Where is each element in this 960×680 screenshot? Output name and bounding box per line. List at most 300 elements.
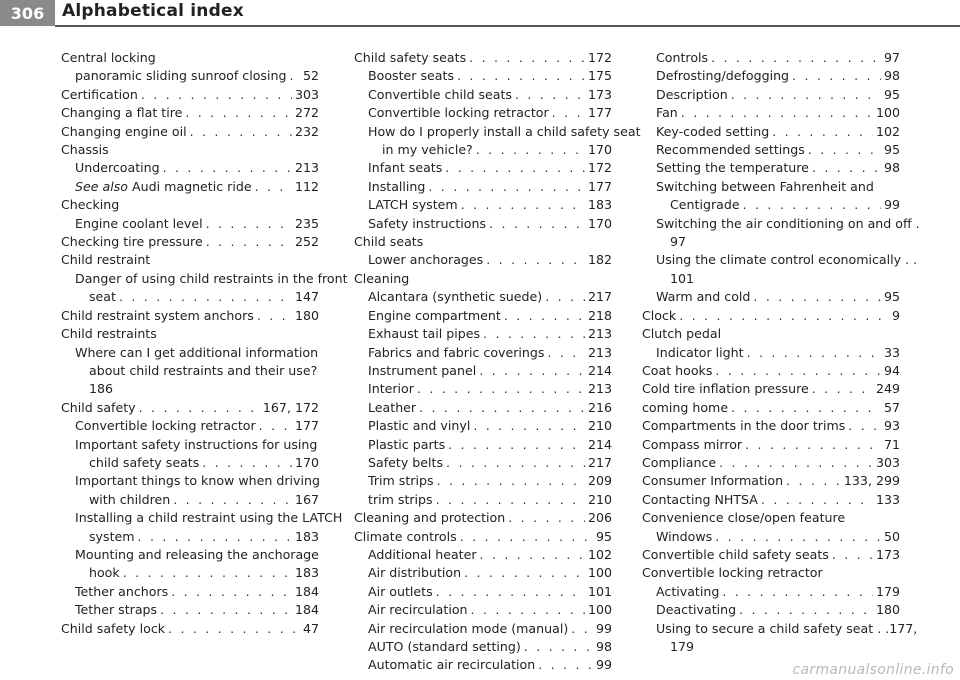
index-subentry bbox=[642, 86, 900, 104]
index-term: Safety belts bbox=[368, 454, 444, 470]
index-term: AUTO (standard setting) bbox=[368, 639, 521, 654]
index-entry bbox=[61, 104, 319, 122]
leader-dots bbox=[139, 399, 260, 417]
index-term: coming home bbox=[642, 399, 729, 415]
index-subentry bbox=[354, 454, 612, 472]
index-column-2 bbox=[354, 49, 641, 675]
leader-dots bbox=[722, 583, 873, 601]
page-reference: 98 bbox=[883, 160, 900, 176]
leader-dots bbox=[437, 472, 585, 490]
index-term: How do I properly install a child safety seat bbox=[368, 123, 641, 139]
page-reference: 303 bbox=[875, 454, 900, 470]
index-subentry bbox=[354, 123, 641, 160]
index-subentry bbox=[354, 104, 612, 122]
index-subentry bbox=[354, 86, 612, 104]
header-rule bbox=[55, 25, 960, 27]
page-reference: 179 bbox=[875, 583, 900, 599]
page-reference: 50 bbox=[883, 528, 900, 544]
index-term: Switching the air conditioning on and off . bbox=[656, 215, 920, 231]
index-term: Air recirculation bbox=[368, 602, 468, 618]
index-subentry bbox=[642, 104, 900, 122]
index-column-1 bbox=[61, 49, 348, 638]
leader-dots bbox=[448, 436, 585, 454]
leader-dots bbox=[753, 288, 881, 306]
index-term: Installing bbox=[368, 178, 426, 194]
index-term: Danger of using child restraints in the front bbox=[75, 270, 348, 286]
index-term: Important safety instructions for using bbox=[75, 436, 318, 452]
index-entry bbox=[354, 49, 612, 67]
index-term: Checking tire pressure bbox=[61, 234, 203, 250]
leader-dots bbox=[747, 344, 881, 362]
index-subentry bbox=[354, 491, 612, 509]
index-term: Consumer Information bbox=[642, 473, 784, 489]
leader-dots bbox=[571, 620, 593, 638]
page-reference: 173 bbox=[875, 546, 900, 562]
index-term: Coat hooks bbox=[642, 362, 713, 378]
index-subentry bbox=[354, 399, 612, 417]
index-subentry bbox=[354, 417, 612, 435]
page-reference: 252 bbox=[294, 234, 319, 250]
page-reference: 98 bbox=[595, 639, 612, 654]
index-term: Child restraint bbox=[61, 252, 151, 268]
leader-dots bbox=[479, 362, 585, 380]
page-reference: 249 bbox=[875, 381, 900, 397]
index-term: Clock bbox=[642, 307, 677, 323]
index-entry bbox=[61, 233, 319, 251]
index-entry bbox=[61, 86, 319, 104]
leader-dots bbox=[446, 454, 585, 472]
index-entry bbox=[354, 270, 612, 288]
leader-dots bbox=[119, 288, 292, 306]
page-reference: 101 bbox=[587, 583, 612, 599]
index-subentry bbox=[61, 159, 319, 177]
index-term: Using to secure a child safety seat . . bbox=[656, 620, 890, 636]
leader-dots bbox=[545, 288, 585, 306]
page-reference: 184 bbox=[294, 583, 319, 599]
page-reference: 97 bbox=[883, 50, 900, 65]
index-term: trim strips bbox=[368, 491, 433, 507]
page-reference: 100 bbox=[875, 105, 900, 121]
leader-dots bbox=[464, 564, 585, 582]
page-reference: 180 bbox=[875, 602, 900, 618]
leader-dots bbox=[711, 49, 881, 67]
page-reference: 210 bbox=[587, 418, 612, 434]
index-term: Booster seats bbox=[368, 68, 455, 84]
index-term: Where can I get additional information bbox=[75, 344, 319, 360]
index-term: Cleaning bbox=[354, 270, 410, 286]
index-subentry bbox=[642, 288, 900, 306]
index-term: Convenience close/open feature bbox=[642, 510, 846, 526]
index-subentry bbox=[61, 270, 348, 307]
page-reference: 217 bbox=[587, 454, 612, 470]
index-term: Child seats bbox=[354, 234, 424, 250]
index-term: Switching between Fahrenheit and bbox=[656, 178, 874, 194]
index-term: Fabrics and fabric coverings bbox=[368, 344, 545, 360]
index-subentry bbox=[354, 656, 612, 674]
leader-dots bbox=[473, 417, 585, 435]
page-reference: 180 bbox=[294, 307, 319, 323]
page-reference: 183 bbox=[587, 197, 612, 213]
leader-dots bbox=[792, 67, 881, 85]
page-reference: 147 bbox=[294, 289, 319, 305]
index-entry bbox=[61, 141, 319, 159]
index-term: Instrument panel bbox=[368, 362, 477, 378]
index-term: Additional heater bbox=[368, 546, 477, 562]
index-entry bbox=[61, 196, 319, 214]
leader-dots bbox=[483, 325, 585, 343]
index-entry bbox=[354, 233, 612, 251]
index-term: Installing a child restraint using the LATCH bbox=[75, 510, 343, 526]
index-entry bbox=[354, 528, 612, 546]
leader-dots bbox=[461, 196, 585, 214]
index-term: Certification bbox=[61, 86, 138, 102]
leader-dots bbox=[428, 178, 585, 196]
leader-dots bbox=[445, 159, 585, 177]
index-term: Checking bbox=[61, 197, 120, 213]
index-entry bbox=[642, 399, 900, 417]
page-reference: 183 bbox=[294, 528, 319, 544]
index-subentry bbox=[61, 583, 319, 601]
page-number: 306 bbox=[0, 0, 55, 26]
index-subentry bbox=[354, 196, 612, 214]
index-term: Activating bbox=[656, 583, 720, 599]
index-entry bbox=[61, 325, 319, 343]
index-subentry bbox=[61, 509, 343, 546]
index-subentry bbox=[642, 141, 900, 159]
index-entry bbox=[61, 123, 319, 141]
see-also-label: See also bbox=[75, 178, 128, 194]
index-term: Air recirculation mode (manual) bbox=[368, 620, 569, 636]
leader-dots bbox=[515, 86, 585, 104]
leader-dots bbox=[715, 362, 881, 380]
page-reference: 167 bbox=[294, 491, 319, 507]
page-reference: 303 bbox=[294, 86, 319, 102]
index-subentry bbox=[642, 528, 900, 546]
page-reference: 182 bbox=[587, 252, 612, 268]
index-entry bbox=[61, 251, 319, 269]
index-entry bbox=[642, 491, 900, 509]
index-subentry bbox=[642, 178, 900, 215]
index-subentry bbox=[642, 344, 900, 362]
index-term: Plastic and vinyl bbox=[368, 418, 471, 434]
page-reference: 95 bbox=[883, 86, 900, 102]
index-entry bbox=[642, 509, 900, 527]
index-term: Central locking bbox=[61, 50, 156, 65]
index-subentry bbox=[354, 288, 612, 306]
page-reference: 95 bbox=[883, 142, 900, 158]
index-subentry bbox=[354, 564, 612, 582]
index-term: Controls bbox=[656, 50, 709, 65]
leader-dots bbox=[160, 601, 292, 619]
page-reference: 52 bbox=[302, 68, 319, 84]
index-entry bbox=[642, 564, 900, 582]
index-subentry bbox=[61, 67, 319, 85]
index-term: panoramic sliding sunroof closing bbox=[75, 68, 287, 84]
page-reference: 47 bbox=[302, 620, 319, 636]
leader-dots bbox=[480, 546, 585, 564]
leader-dots bbox=[715, 528, 881, 546]
page-reference: 112 bbox=[294, 178, 319, 194]
page-reference: 99 bbox=[883, 197, 900, 213]
index-entry bbox=[642, 454, 900, 472]
page-reference: 186 bbox=[89, 381, 114, 397]
page-reference: 101 bbox=[670, 270, 695, 286]
leader-dots bbox=[206, 233, 292, 251]
page-reference: 57 bbox=[883, 399, 900, 415]
index-term: Key-coded setting bbox=[656, 123, 770, 139]
index-subentry bbox=[354, 436, 612, 454]
index-term: Air distribution bbox=[368, 565, 462, 581]
leader-dots bbox=[772, 123, 873, 141]
index-subentry bbox=[61, 417, 319, 435]
index-term-text: Audi magnetic ride bbox=[132, 178, 252, 194]
leader-dots bbox=[679, 307, 889, 325]
page-reference: 170 bbox=[587, 215, 612, 231]
leader-dots bbox=[552, 104, 585, 122]
index-term: LATCH system bbox=[368, 197, 458, 213]
index-subentry bbox=[642, 620, 918, 657]
page-reference: 133 bbox=[875, 491, 900, 507]
page-reference: 214 bbox=[587, 362, 612, 378]
page-reference: 209 bbox=[587, 473, 612, 489]
index-term: Exhaust tail pipes bbox=[368, 326, 481, 342]
page-reference: 170 bbox=[587, 142, 612, 158]
leader-dots bbox=[524, 638, 593, 656]
page-reference: 172 bbox=[587, 160, 612, 176]
page-reference: 183 bbox=[294, 565, 319, 581]
page-reference: 177 bbox=[587, 178, 612, 194]
index-term-continued: hook bbox=[89, 565, 120, 581]
leader-dots bbox=[538, 656, 593, 674]
index-subentry bbox=[61, 601, 319, 619]
index-term-continued: Centigrade bbox=[670, 197, 740, 213]
index-subentry bbox=[354, 307, 612, 325]
page-title: Alphabetical index bbox=[62, 1, 244, 21]
index-term: Undercoating bbox=[75, 160, 160, 176]
index-subentry bbox=[354, 251, 612, 269]
index-term: Child safety lock bbox=[61, 620, 166, 636]
index-subentry bbox=[642, 251, 918, 288]
index-term: Convertible locking retractor bbox=[75, 418, 256, 434]
index-entry bbox=[642, 472, 900, 490]
page-reference: 172 bbox=[587, 50, 612, 65]
index-term: Infant seats bbox=[368, 160, 443, 176]
index-entry bbox=[61, 307, 319, 325]
leader-dots bbox=[419, 399, 585, 417]
page-reference: 98 bbox=[883, 68, 900, 84]
index-term: Recommended settings bbox=[656, 142, 805, 158]
index-entry bbox=[354, 509, 612, 527]
index-subentry bbox=[61, 215, 319, 233]
index-term: Convertible locking retractor bbox=[642, 565, 823, 581]
leader-dots bbox=[202, 454, 292, 472]
index-term: Convertible locking retractor bbox=[368, 105, 549, 121]
page-reference: 100 bbox=[587, 565, 612, 581]
leader-dots bbox=[471, 601, 585, 619]
page-reference: 170 bbox=[294, 454, 319, 470]
index-entry bbox=[642, 546, 900, 564]
watermark: carmanualsonline.info bbox=[792, 662, 954, 678]
index-term: Convertible child safety seats bbox=[642, 546, 829, 562]
index-term: Climate controls bbox=[354, 528, 457, 544]
index-entry bbox=[642, 436, 900, 454]
index-subentry bbox=[642, 601, 900, 619]
index-term: Child safety bbox=[61, 399, 136, 415]
index-term: Engine coolant level bbox=[75, 215, 203, 231]
leader-dots bbox=[731, 86, 881, 104]
index-term: Clutch pedal bbox=[642, 326, 722, 342]
page-reference: 217 bbox=[587, 289, 612, 305]
leader-dots bbox=[486, 251, 585, 269]
page-reference: 167, 172 bbox=[262, 399, 319, 415]
leader-dots bbox=[469, 49, 585, 67]
leader-dots bbox=[138, 528, 292, 546]
leader-dots bbox=[185, 104, 292, 122]
index-subentry bbox=[61, 436, 319, 473]
leader-dots bbox=[848, 417, 881, 435]
leader-dots bbox=[173, 491, 292, 509]
leader-dots bbox=[745, 436, 881, 454]
page-reference: 9 bbox=[891, 307, 900, 323]
index-subentry bbox=[354, 325, 612, 343]
index-term: Defrosting/defogging bbox=[656, 68, 790, 84]
index-term: Leather bbox=[368, 399, 417, 415]
leader-dots bbox=[489, 215, 585, 233]
index-term: Compass mirror bbox=[642, 436, 743, 452]
index-subentry bbox=[642, 67, 900, 85]
page-reference: 133, 299 bbox=[843, 473, 900, 489]
index-entry bbox=[642, 362, 900, 380]
page-header bbox=[0, 0, 960, 26]
index-subentry bbox=[354, 380, 612, 398]
page-reference: 175 bbox=[587, 68, 612, 84]
index-term-continued: about child restraints and their use? bbox=[89, 362, 318, 378]
index-term: Alcantara (synthetic suede) bbox=[368, 289, 543, 305]
page-reference: 93 bbox=[883, 418, 900, 434]
index-term: Windows bbox=[656, 528, 713, 544]
index-subentry bbox=[642, 215, 920, 252]
index-entry bbox=[642, 380, 900, 398]
page-reference: 235 bbox=[294, 215, 319, 231]
index-subentry bbox=[61, 472, 319, 509]
index-term: Changing a flat tire bbox=[61, 105, 183, 121]
page-reference: 218 bbox=[587, 307, 612, 323]
index-subentry bbox=[354, 362, 612, 380]
index-term-continued: seat bbox=[89, 289, 116, 305]
index-term: Cold tire inflation pressure bbox=[642, 381, 809, 397]
page-reference: 97 bbox=[670, 234, 687, 250]
leader-dots bbox=[257, 307, 292, 325]
index-term: Safety instructions bbox=[368, 215, 487, 231]
leader-dots bbox=[171, 583, 292, 601]
leader-dots bbox=[436, 583, 585, 601]
page-reference: 210 bbox=[587, 491, 612, 507]
index-subentry bbox=[354, 178, 612, 196]
index-term: Compartments in the door trims bbox=[642, 418, 846, 434]
index-term: Tether straps bbox=[75, 602, 158, 618]
page-reference: 213 bbox=[294, 160, 319, 176]
page-reference: 33 bbox=[883, 344, 900, 360]
index-term: Using the climate control economically . . bbox=[656, 252, 918, 268]
index-term: Convertible child seats bbox=[368, 86, 512, 102]
page-reference: 232 bbox=[294, 123, 319, 139]
leader-dots bbox=[808, 141, 881, 159]
index-subentry bbox=[354, 601, 612, 619]
index-term: Child restraint system anchors bbox=[61, 307, 254, 323]
leader-dots bbox=[457, 67, 585, 85]
leader-dots bbox=[504, 307, 585, 325]
index-term: Lower anchorages bbox=[368, 252, 484, 268]
index-term-continued: child safety seats bbox=[89, 454, 200, 470]
page-reference: 177 bbox=[587, 105, 612, 121]
leader-dots bbox=[743, 196, 881, 214]
leader-dots bbox=[141, 86, 292, 104]
index-term: Compliance bbox=[642, 454, 717, 470]
page-reference: 216 bbox=[587, 399, 612, 415]
leader-dots bbox=[168, 620, 300, 638]
index-subentry bbox=[354, 344, 612, 362]
index-term: Cleaning and protection bbox=[354, 510, 506, 526]
leader-dots bbox=[123, 564, 292, 582]
leader-dots bbox=[812, 380, 873, 398]
page-reference: 213 bbox=[587, 344, 612, 360]
leader-dots bbox=[812, 159, 881, 177]
page-reference: 99 bbox=[595, 657, 612, 673]
leader-dots bbox=[547, 344, 584, 362]
leader-dots bbox=[417, 380, 585, 398]
index-term: Air outlets bbox=[368, 583, 433, 599]
index-term-continued: in my vehicle? bbox=[382, 142, 473, 158]
page-reference: 214 bbox=[587, 436, 612, 452]
index-subentry bbox=[354, 159, 612, 177]
index-term: Indicator light bbox=[656, 344, 744, 360]
index-subentry bbox=[354, 546, 612, 564]
leader-dots bbox=[436, 491, 585, 509]
leader-dots bbox=[681, 104, 873, 122]
page-reference: 179 bbox=[670, 639, 695, 654]
index-term: Deactivating bbox=[656, 602, 737, 618]
leader-dots bbox=[259, 417, 292, 435]
index-term: Contacting NHTSA bbox=[642, 491, 758, 507]
index-term: Engine compartment bbox=[368, 307, 501, 323]
index-term: Child safety seats bbox=[354, 50, 467, 65]
leader-dots bbox=[255, 178, 292, 196]
index-subentry bbox=[354, 583, 612, 601]
index-column-3 bbox=[642, 49, 920, 656]
index-term: Plastic parts bbox=[368, 436, 446, 452]
index-term: Chassis bbox=[61, 142, 109, 158]
leader-dots bbox=[761, 491, 873, 509]
page-reference: 102 bbox=[587, 546, 612, 562]
index-subentry bbox=[642, 583, 900, 601]
leader-dots bbox=[508, 509, 585, 527]
page-reference: 213 bbox=[587, 381, 612, 397]
index-subentry bbox=[642, 49, 900, 67]
index-entry bbox=[642, 307, 900, 325]
index-term: Interior bbox=[368, 381, 414, 397]
page-reference: 102 bbox=[875, 123, 900, 139]
page-reference: 99 bbox=[595, 620, 612, 636]
index-subentry bbox=[354, 215, 612, 233]
index-subentry bbox=[642, 159, 900, 177]
leader-dots bbox=[206, 215, 292, 233]
index-term: Description bbox=[656, 86, 728, 102]
index-term: Changing engine oil bbox=[61, 123, 187, 139]
page-reference: 94 bbox=[883, 362, 900, 378]
leader-dots bbox=[786, 472, 841, 490]
index-term-continued: system bbox=[89, 528, 135, 544]
index-subentry bbox=[61, 344, 319, 399]
